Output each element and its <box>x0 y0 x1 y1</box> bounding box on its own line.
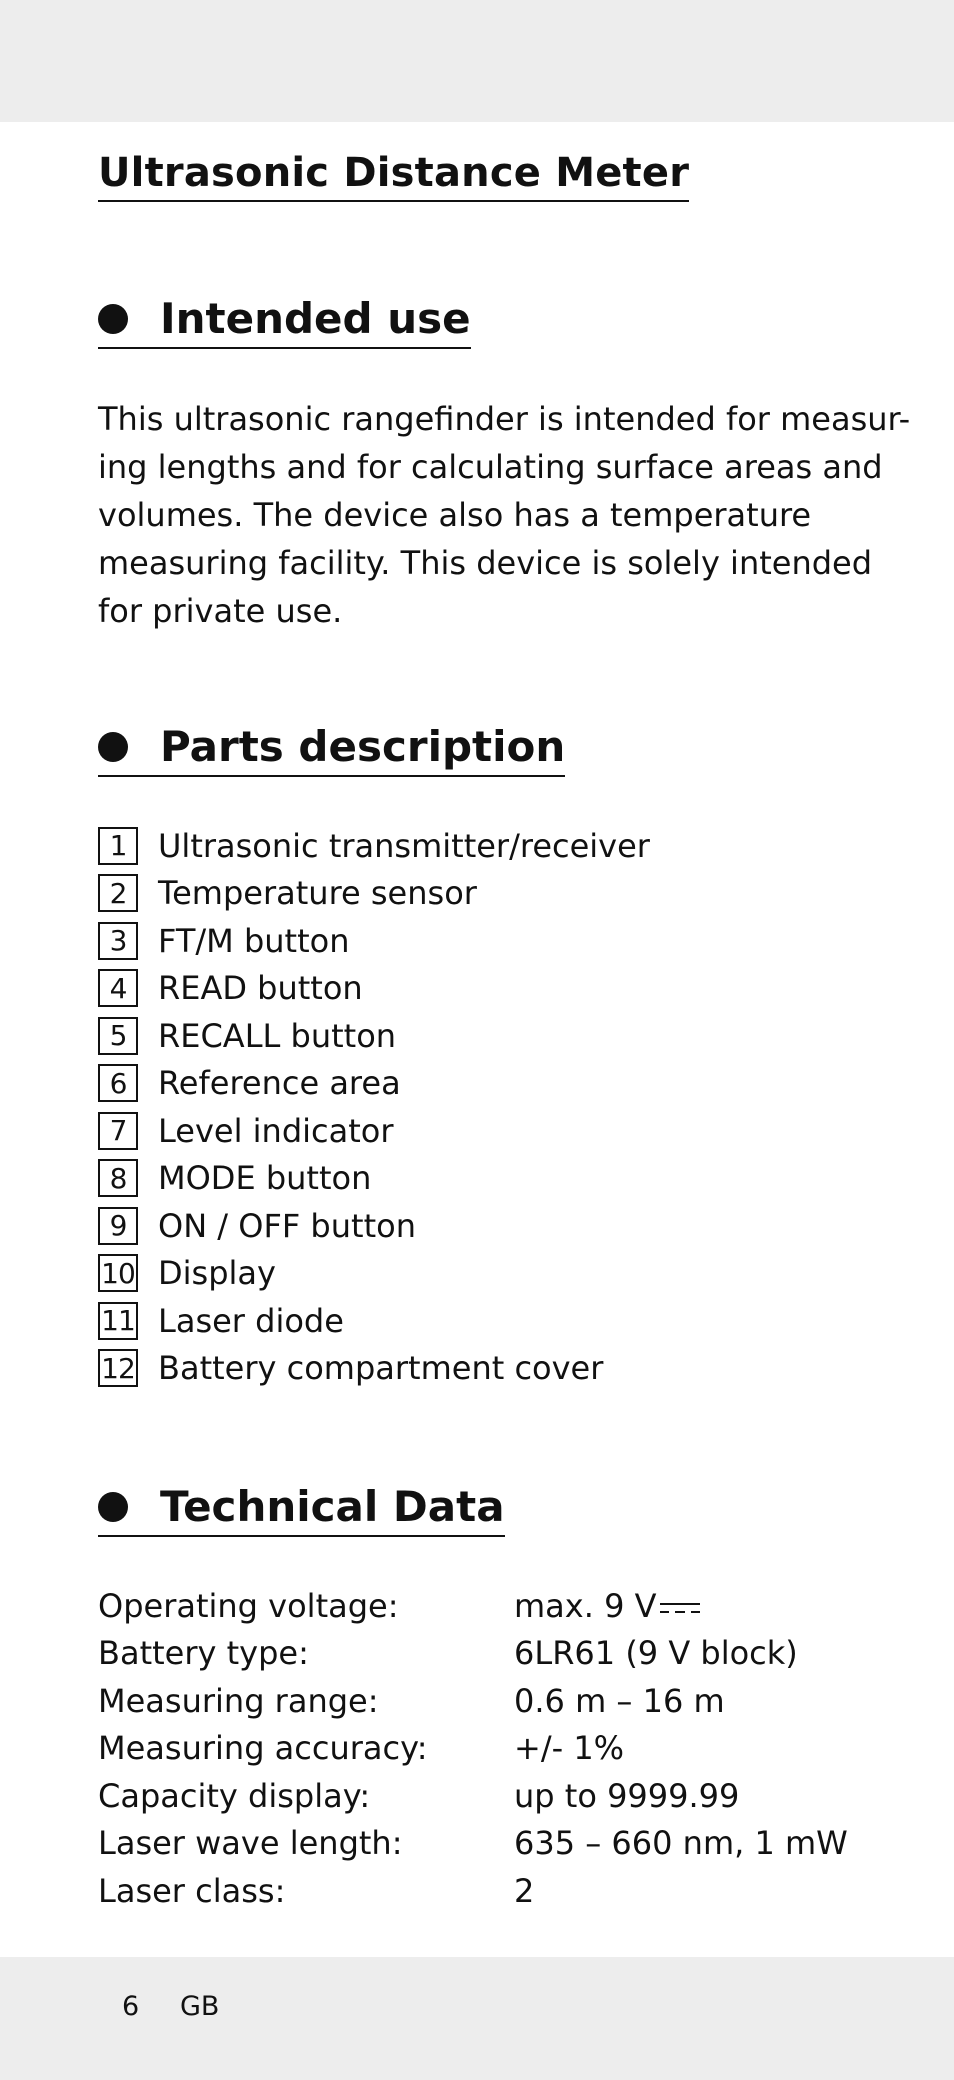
language-code: GB <box>180 1991 220 2022</box>
table-row <box>98 1820 848 1868</box>
paragraph-line: measuring facility. This device is solely intended <box>98 544 873 582</box>
bullet-icon <box>98 732 128 762</box>
parts-list-item <box>98 1345 650 1393</box>
part-number: 10 <box>98 1254 138 1292</box>
parts-list-item <box>98 822 650 870</box>
section-title: Parts description <box>160 722 566 771</box>
spec-value-text: max. 9 V <box>514 1586 657 1625</box>
table-row <box>98 1582 848 1630</box>
technical-data-table <box>98 1582 848 1915</box>
spec-label: Operating voltage: <box>98 1586 399 1625</box>
part-label: RECALL button <box>158 1016 397 1055</box>
part-label: FT/M button <box>158 921 350 960</box>
part-number: 6 <box>98 1064 138 1102</box>
document-title: Ultrasonic Distance Meter <box>98 150 689 202</box>
part-number: 4 <box>98 969 138 1007</box>
spec-value: 0.6 m – 16 m <box>514 1681 725 1720</box>
part-number: 12 <box>98 1349 138 1387</box>
part-label: Temperature sensor <box>158 874 477 913</box>
part-label: Ultrasonic transmitter/receiver <box>158 826 650 865</box>
parts-list-item <box>98 1012 650 1060</box>
parts-list-item <box>98 917 650 965</box>
bullet-icon <box>98 1492 128 1522</box>
part-number: 1 <box>98 827 138 865</box>
spec-value: 2 <box>514 1871 535 1910</box>
part-number: 7 <box>98 1112 138 1150</box>
section-heading-intended-use <box>98 294 471 349</box>
part-number: 9 <box>98 1207 138 1245</box>
paragraph-line: ing lengths and for calculating surface areas and <box>98 448 883 486</box>
spec-label: Laser wave length: <box>98 1824 403 1863</box>
header-band <box>0 0 954 122</box>
parts-list-item <box>98 1155 650 1203</box>
page-number: 6 <box>122 1991 140 2022</box>
section-heading-parts-description <box>98 722 565 777</box>
spec-value: up to 9999.99 <box>514 1776 740 1815</box>
spec-label: Capacity display: <box>98 1776 371 1815</box>
paragraph-line: This ultrasonic rangefinder is intended for measur- <box>98 400 911 438</box>
part-label: Battery compartment cover <box>158 1349 604 1388</box>
parts-list-item <box>98 1107 650 1155</box>
part-number: 5 <box>98 1017 138 1055</box>
section-title: Technical Data <box>160 1482 505 1531</box>
part-number: 3 <box>98 922 138 960</box>
part-number: 2 <box>98 874 138 912</box>
section-title: Intended use <box>160 294 471 343</box>
spec-value: 6LR61 (9 V block) <box>514 1634 798 1673</box>
part-label: Level indicator <box>158 1111 394 1150</box>
intended-use-paragraph <box>98 395 911 635</box>
bullet-icon <box>98 304 128 334</box>
part-label: MODE button <box>158 1159 372 1198</box>
part-label: READ button <box>158 969 363 1008</box>
parts-list <box>98 822 650 1392</box>
spec-value <box>514 1587 702 1625</box>
spec-value: 635 – 660 nm, 1 mW <box>514 1824 848 1863</box>
table-row <box>98 1630 848 1678</box>
spec-label: Measuring range: <box>98 1681 379 1720</box>
parts-list-item <box>98 1250 650 1298</box>
part-label: Laser diode <box>158 1301 344 1340</box>
part-number: 8 <box>98 1159 138 1197</box>
spec-value: +/- 1% <box>514 1729 625 1768</box>
parts-list-item <box>98 965 650 1013</box>
part-number: 11 <box>98 1302 138 1340</box>
paragraph-line: volumes. The device also has a temperature <box>98 496 812 534</box>
paragraph-line: for private use. <box>98 592 343 630</box>
spec-label: Measuring accuracy: <box>98 1729 428 1768</box>
dc-current-icon <box>658 1601 702 1615</box>
spec-label: Laser class: <box>98 1871 286 1910</box>
part-label: ON / OFF button <box>158 1206 416 1245</box>
table-row <box>98 1772 848 1820</box>
part-label: Reference area <box>158 1064 401 1103</box>
table-row <box>98 1725 848 1773</box>
parts-list-item <box>98 1202 650 1250</box>
footer-band <box>0 1957 954 2080</box>
spec-label: Battery type: <box>98 1634 309 1673</box>
section-heading-technical-data <box>98 1482 505 1537</box>
parts-list-item <box>98 1060 650 1108</box>
parts-list-item <box>98 1297 650 1345</box>
table-row <box>98 1677 848 1725</box>
table-row <box>98 1867 848 1915</box>
parts-list-item <box>98 870 650 918</box>
part-label: Display <box>158 1254 276 1293</box>
